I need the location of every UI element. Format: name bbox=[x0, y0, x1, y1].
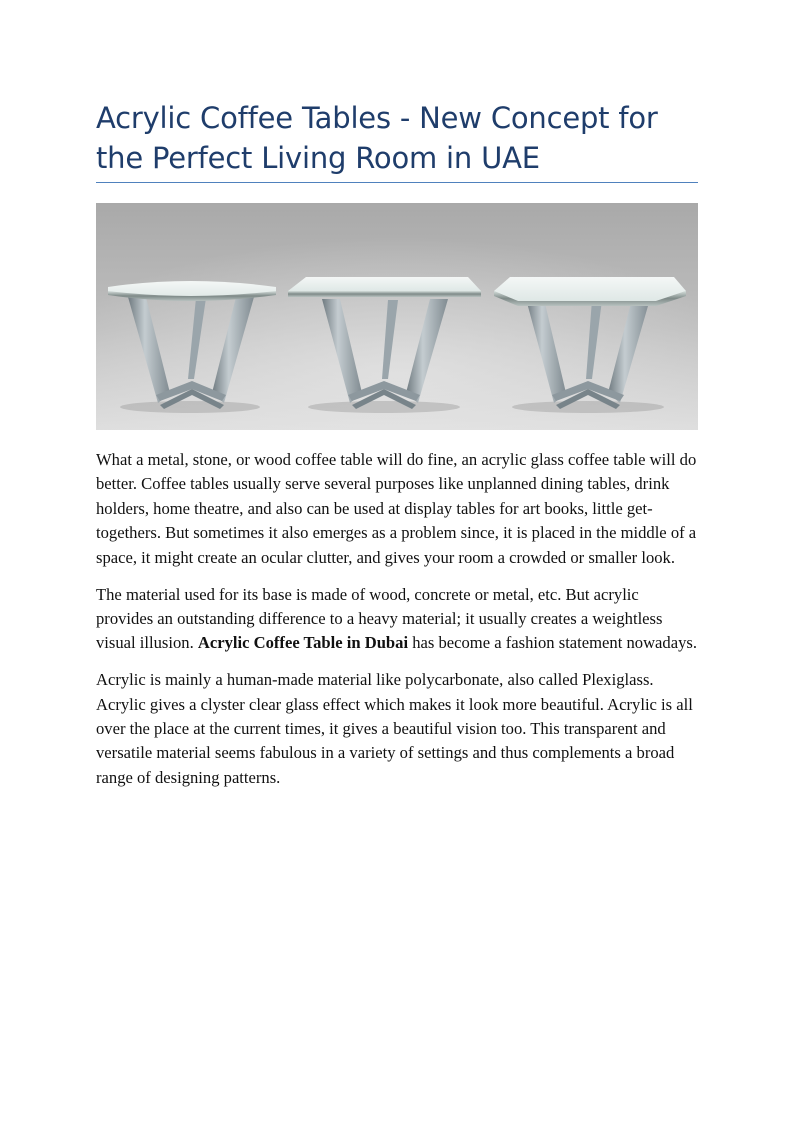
paragraph-text: has become a fashion statement nowadays. bbox=[408, 633, 697, 653]
paragraph-text: Acrylic is mainly a human-made material like polycarbonate, also called Plexiglass. Acrylic gives a clyster clear glass effect which makes it look more beautiful. Acrylic is all over the place at the current times, it gives a beautiful vision too. This transparent and versatile material seems fabulous in a variety of settings and thus complements a broad range of designing patterns. bbox=[96, 670, 693, 787]
paragraph bbox=[96, 668, 698, 790]
paragraph-text: The material used for its base is made of wood, concrete or metal, etc. But acrylic provides an outstanding difference to a heavy material; it usually creates a weightless visual illusion. bbox=[96, 584, 663, 653]
title-divider bbox=[96, 182, 698, 183]
paragraph-text: What a metal, stone, or wood coffee table will do fine, an acrylic glass coffee table will do better. Coffee tables usually serve several purposes like unplanned dining tables, drink holders, home theatre, and also can be used at display tables for art books, little get-togethers. But sometimes it also emerges as a problem since, it is placed in the middle of a space, it might create an ocular clutter, and gives your room a crowded or smaller look. bbox=[96, 450, 697, 567]
document-page bbox=[96, 0, 698, 803]
paragraph bbox=[96, 583, 698, 656]
bold-keyword: Acrylic Coffee Table in Dubai bbox=[197, 633, 409, 653]
paragraph bbox=[96, 448, 698, 570]
three-acrylic-coffee-tables-image bbox=[96, 203, 698, 430]
article-body bbox=[96, 448, 698, 790]
page-title: Acrylic Coffee Tables - New Concept for the Perfect Living Room in UAE bbox=[96, 101, 658, 175]
